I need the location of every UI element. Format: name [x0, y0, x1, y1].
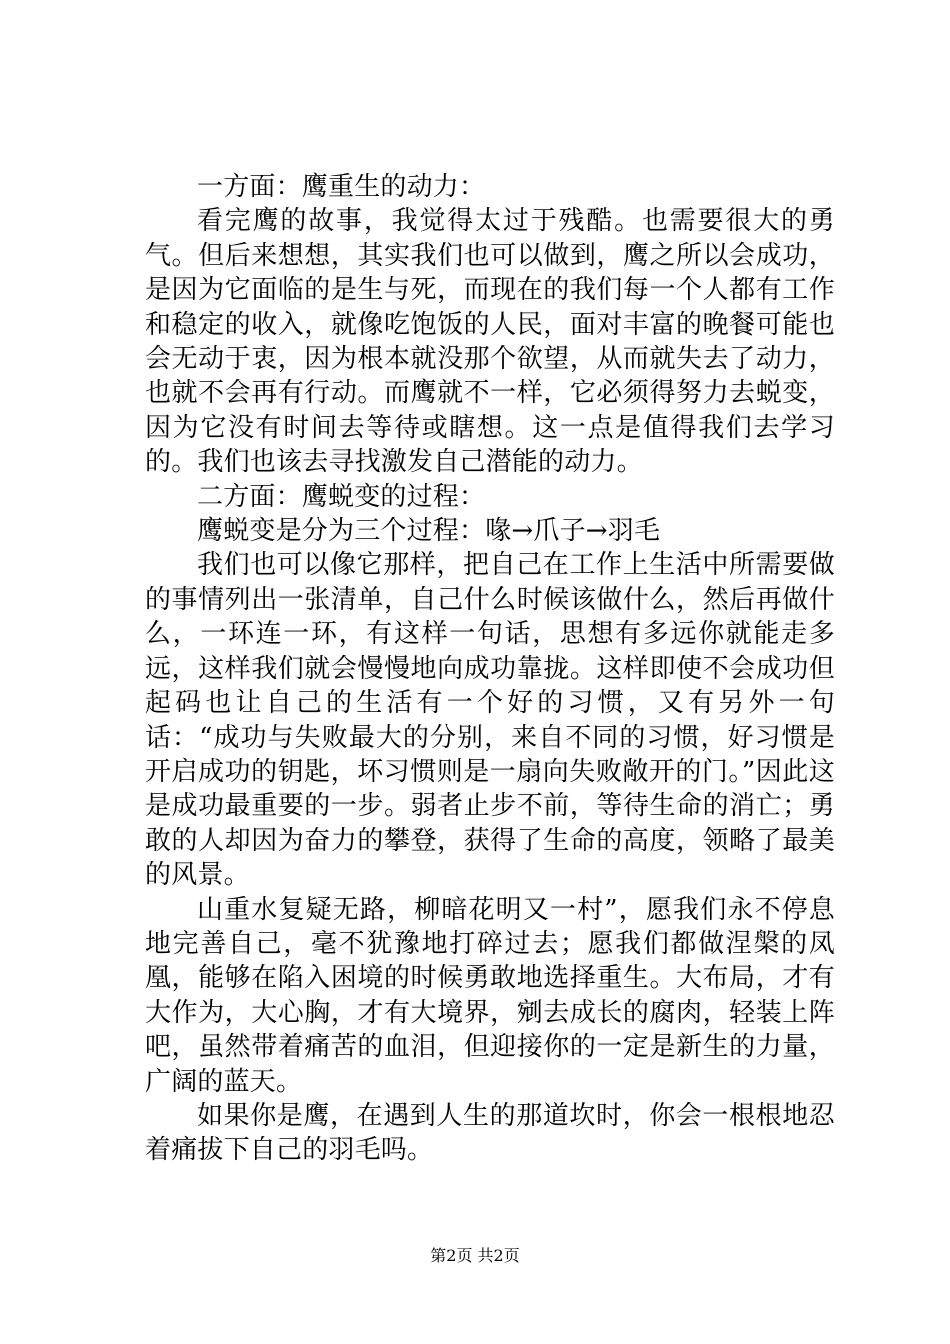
- page-footer: 第2页 共2页: [430, 1246, 520, 1265]
- document-body: [145, 170, 835, 1168]
- paragraph: 我们也可以像它那样，把自己在工作上生活中所需要做的事情列出一张清单，自己什么时候该做什么，然后再做什么，一环连一环，有这样一句话，思想有多远你就能走多远，这样我们就会慢慢地向成功靠拢。这样即使不会成功但起码也让自己的生活有一个好的习惯，又有另外一句话：“成功与失败最大的分别，来自不同的习惯，好习惯是开启成功的钥匙，坏习惯则是一扇向失败敞开的门。”因此这是成功最重要的一步。弱者止步不前，等待生命的消亡；勇敢的人却因为奋力的攀登，获得了生命的高度，领略了最美的风景。: [145, 550, 835, 891]
- paragraph: 看完鹰的故事，我觉得太过于残酷。也需要很大的勇气。但后来想想，其实我们也可以做到，鹰之所以会成功，是因为它面临的是生与死，而现在的我们每一个人都有工作和稳定的收入，就像吃饱饭的人民，面对丰富的晚餐可能也会无动于衷，因为根本就没那个欲望，从而就失去了动力，也就不会再有行动。而鹰就不一样，它必须得努力去蜕变，因为它没有时间去等待或瞎想。这一点是值得我们去学习的。我们也该去寻找激发自己潜能的动力。: [145, 206, 835, 478]
- paragraph-heading-2: 二方面：鹰蜕变的过程：: [197, 481, 486, 512]
- paragraph-heading-1: 一方面：鹰重生的动力：: [197, 172, 486, 202]
- paragraph: 鹰蜕变是分为三个过程：喙→爪子→羽毛: [197, 516, 661, 547]
- paragraph: 如果你是鹰，在遇到人生的那道坎时，你会一根根地忍着痛拔下自己的羽毛吗。: [145, 1100, 835, 1166]
- paragraph: 山重水复疑无路，柳暗花明又一村”，愿我们永不停息地完善自己，毫不犹豫地打碎过去；愿我们都做涅槃的凤凰，能够在陷入困境的时候勇敢地选择重生。大布局，才有大作为，大心胸，才有大境界，剜去成长的腐肉，轻装上阵吧，虽然带着痛苦的血泪，但迎接你的一定是新生的力量，广阔的蓝天。: [145, 894, 835, 1097]
